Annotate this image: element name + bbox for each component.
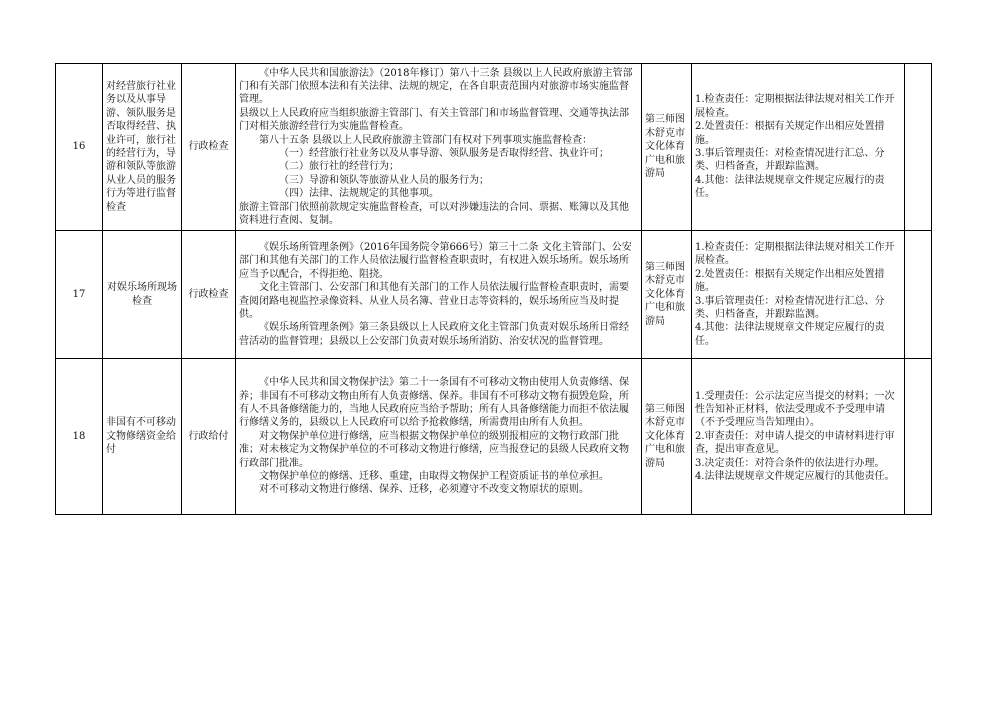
responsibility-item: 4.其他：法律法规规章文件规定应履行的责任。 <box>695 322 885 347</box>
row-number: 18 <box>56 359 103 515</box>
legal-basis <box>236 359 642 515</box>
responsibility-item: 4.法律法规规章文件规定应履行的其他责任。 <box>695 471 895 483</box>
basis-paragraph: （四）法律、法规规定的其他事项。 <box>279 188 439 200</box>
responsible-department: 第三师图木舒克市文化体育广电和旅游局 <box>642 231 692 359</box>
responsibilities <box>692 64 905 231</box>
responsibility-item: 2.处置责任：根据有关规定作出相应处置措施。 <box>695 121 885 146</box>
responsibility-item: 3.事后管理责任：对检查情况进行汇总、分类、归档备查，并跟踪监测。 <box>695 295 885 320</box>
power-type: 行政给付 <box>182 359 236 515</box>
basis-paragraph: 文化主管部门、公安部门和其他有关部门的工作人员依法履行监督检查职责时，需要查阅闭路电视监控录像资料、从业人员名簿、营业日志等资料的，娱乐场所应当及时提供。 <box>239 282 629 320</box>
remarks-cell <box>905 231 932 359</box>
row-number: 17 <box>56 231 103 359</box>
power-type: 行政检查 <box>182 64 236 231</box>
item-name: 非国有不可移动文物修缮资金给付 <box>103 359 182 515</box>
responsibility-item: 4.其他：法律法规规章文件规定应履行的责任。 <box>695 174 885 200</box>
basis-paragraph: 文物保护单位的修缮、迁移、重建，由取得文物保护工程资质证书的单位承担。 <box>259 471 609 483</box>
responsibility-item: 1.检查责任：定期根据法律法规对相关工作开展检查。 <box>695 94 895 119</box>
item-name: 对娱乐场所现场检查 <box>103 231 182 359</box>
basis-paragraph: 旅游主管部门依照前款规定实施监督检查，可以对涉嫌违法的合同、票据、账簿以及其他资料进行查阅、复制。 <box>239 201 629 227</box>
basis-paragraph: 《中华人民共和国旅游法》（2018年修订）第八十三条 县级以上人民政府旅游主管部门和有关部门依照本法和有关法律、法规的规定，在各自职责范围内对旅游市场实施监督管理。 <box>239 67 633 106</box>
basis-paragraph: 对不可移动文物进行修缮、保养、迁移，必须遵守不改变文物原状的原则。 <box>259 484 589 496</box>
responsibility-item: 3.事后管理责任：对检查情况进行汇总、分类、归档备查，并跟踪监测。 <box>695 148 885 173</box>
responsibility-item: 2.处置责任：根据有关规定作出相应处置措施。 <box>695 268 885 294</box>
remarks-cell <box>905 64 932 231</box>
basis-paragraph: （二）旅行社的经营行为； <box>279 161 399 173</box>
responsibility-item: 1.检查责任：定期根据法律法规对相关工作开展检查。 <box>695 241 895 267</box>
remarks-cell <box>905 359 932 515</box>
basis-paragraph: （一）经营旅行社业务以及从事导游、领队服务是否取得经营、执业许可； <box>279 148 609 159</box>
table-row <box>56 64 932 231</box>
basis-paragraph: （三）导游和领队等旅游从业人员的服务行为； <box>279 174 489 186</box>
basis-paragraph: 第八十五条 县级以上人民政府旅游主管部门有权对下列事项实施监督检查： <box>259 134 593 146</box>
responsible-department: 第三师图木舒克市文化体育广电和旅游局 <box>642 64 692 231</box>
basis-paragraph: 《娱乐场所管理条例》第三条县级以上人民政府文化主管部门负责对娱乐场所日常经营活动的监督管理；县级以上公安部门负责对娱乐场所消防、治安状况的监督管理。 <box>239 322 629 347</box>
basis-paragraph: 对文物保护单位进行修缮，应当根据文物保护单位的级别报相应的文物行政部门批准；对未核定为文物保护单位的不可移动文物进行修缮，应当报登记的县级人民政府文物行政部门批准。 <box>239 430 629 469</box>
power-list-table <box>55 63 932 515</box>
basis-paragraph: 县级以上人民政府应当组织旅游主管部门、有关主管部门和市场监督管理、交通等执法部门对相关旅游经营行为实施监督检查。 <box>239 107 629 133</box>
power-type: 行政检查 <box>182 231 236 359</box>
responsible-department: 第三师图木舒克市文化体育广电和旅游局 <box>642 359 692 515</box>
responsibility-item: 2.审查责任：对申请人提交的申请材料进行审查，提出审查意见。 <box>695 430 895 456</box>
responsibilities <box>692 231 905 359</box>
row-number: 16 <box>56 64 103 231</box>
basis-paragraph: 《娱乐场所管理条例》（2016年国务院令第666号）第三十二条 文化主管部门、公安部门和其他有关部门的工作人员依法履行监督检查职责时，有权进入娱乐场所。娱乐场所应当予以配合，不得拒绝、阻挠。 <box>239 241 632 280</box>
basis-paragraph: 《中华人民共和国文物保护法》第二十一条国有不可移动文物由使用人负责修缮、保养；非国有不可移动文物由所有人负责修缮、保养。非国有不可移动文物有损毁危险，所有人不具备修缮能力的，当地人民政府应当给予帮助；所有人具备修缮能力而拒不依法履行修缮义务的，县级以上人民政府可以给予抢救修缮，所需费用由所有人负担。 <box>239 377 629 429</box>
responsibility-item: 1.受理责任：公示法定应当提交的材料；一次性告知补正材料，依法受理或不予受理申请（不予受理应当告知理由）。 <box>695 390 895 429</box>
table-row <box>56 359 932 515</box>
item-name: 对经营旅行社业务以及从事导游、领队服务是否取得经营、执业许可，旅行社的经营行为，导游和领队等旅游从业人员的服务行为等进行监督检查 <box>103 64 182 231</box>
responsibilities <box>692 359 905 515</box>
responsibility-item: 3.决定责任：对符合条件的依法进行办理。 <box>695 457 885 469</box>
legal-basis <box>236 231 642 359</box>
legal-basis <box>236 64 642 231</box>
table-row <box>56 231 932 359</box>
